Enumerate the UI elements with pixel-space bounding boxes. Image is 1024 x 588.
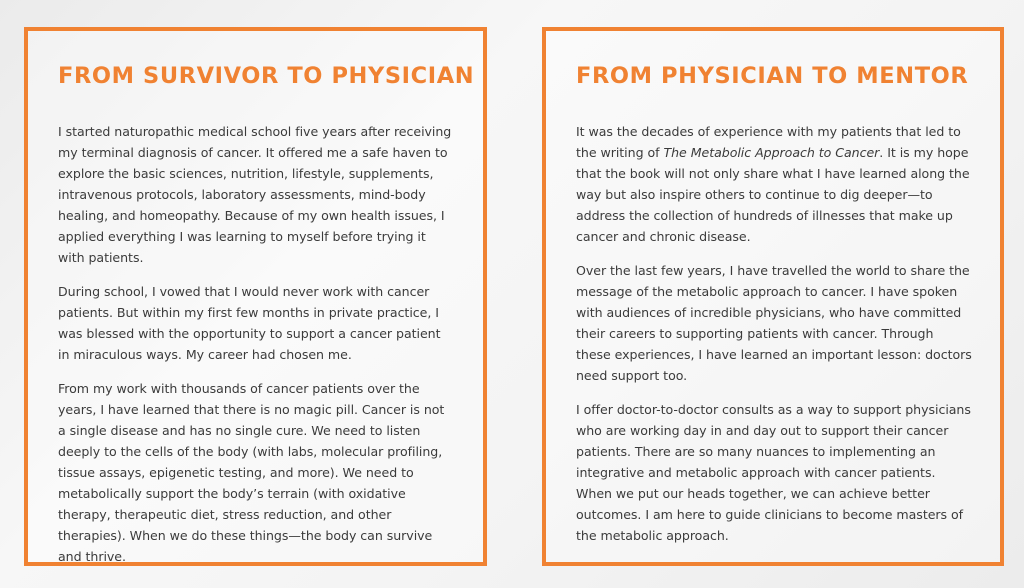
right-paragraph-1-rest: . It is my hope that the book will not only share what I have learned along the way but also inspire others to continue to dig deeper—to address the collection of hundreds of illnesses that make up cancer and chronic disease.: [576, 145, 970, 244]
physician-to-mentor-card: [542, 27, 1004, 566]
left-paragraph-1: I started naturopathic medical school five years after receiving my terminal diagnosis of cancer. It offered me a safe haven to explore the basic sciences, nutrition, lifestyle, supplements, intravenous protocols, laboratory assessments, mind-body healing, and homeopathy. Because of my own health issues, I applied everything I was learning to myself before trying it with patients.: [58, 124, 452, 265]
book-title: The Metabolic Approach to Cancer: [663, 145, 880, 160]
right-paragraph-1: [576, 121, 972, 247]
survivor-to-physician-heading: FROM SURVIVOR TO PHYSICIAN: [58, 63, 475, 89]
right-paragraph-1-lead: It was the decades of experience with my patients that led to the writing of: [576, 124, 961, 160]
physician-to-mentor-heading: FROM PHYSICIAN TO MENTOR: [576, 63, 969, 89]
left-paragraph-3: From my work with thousands of cancer patients over the years, I have learned that there is no magic pill. Cancer is not a single disease and has no single cure. We need to listen deeply to the cells of the body (with labs, molecular profiling, tissue assays, epigenetic testing, and more). We need to metabolically support the body’s terrain (with oxidative therapy, therapeutic diet, stress reduction, and other therapies). When we do these things—the body can survive and thrive.: [58, 381, 445, 564]
left-paragraph-2: During school, I vowed that I would never work with cancer patients. But within my first few months in private practice, I was blessed with the opportunity to support a cancer patient in miraculous ways. My career had chosen me.: [58, 284, 441, 362]
right-paragraph-2: Over the last few years, I have travelled the world to share the message of the metabolic approach to cancer. I have spoken with audiences of incredible physicians, who have committed their careers to supporting patients with cancer. Through these experiences, I have learned an important lesson: doctors need support too.: [576, 263, 972, 383]
right-paragraph-3: I offer doctor-to-doctor consults as a way to support physicians who are working day in and day out to support their cancer patients. There are so many nuances to implementing an integrative and metabolic approach with cancer patients. When we put our heads together, we can achieve better outcomes. I am here to guide clinicians to become masters of the metabolic approach.: [576, 402, 971, 543]
survivor-to-physician-card: [24, 27, 487, 566]
